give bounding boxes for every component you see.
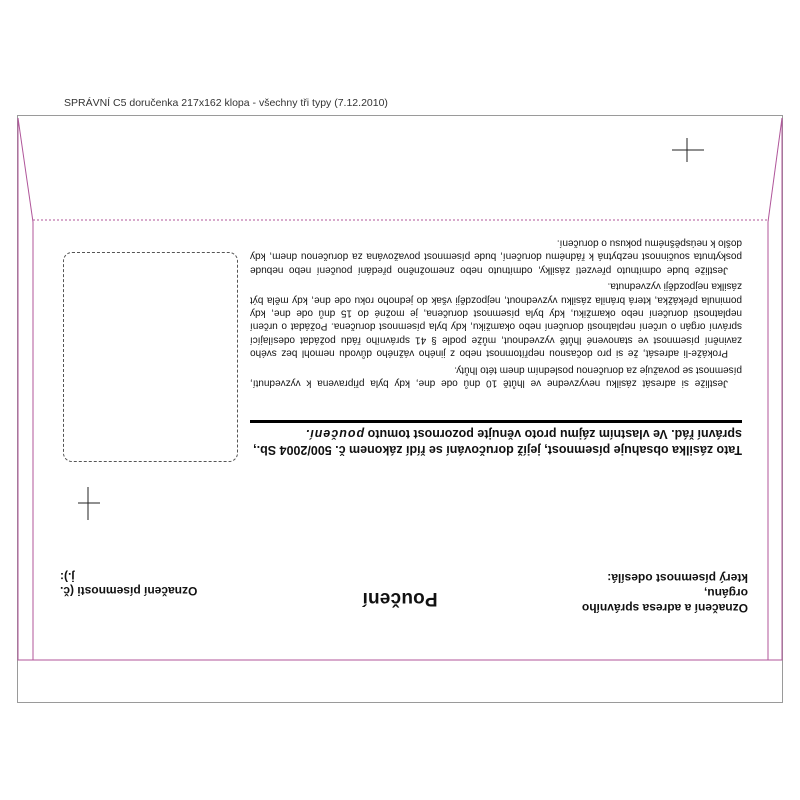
document-title: Poučení — [362, 588, 438, 609]
notice-body — [250, 233, 742, 389]
notice-paragraph: Prokáže-li adresát, že si pro dočasnou nepřítomnost nebo z jiného vážného důvodu nemohl bez svého zavinění písemnost ve stanovené lhůtě vyzvednout, může podle § 41 správního řádu požádat odesílající správní orgán o určení neplatnosti doručení nebo okamžiku, kdy byla písemnost doručena. Požádat o určení neplatnosti doručení nebo okamžiku, kdy byla písemnost doručena, je možné do 15 dnů ode dne, kdy pominula překážka, která bránila zásilku vyzvednout, nejpozději však do jednoho roku ode dne, kdy měla být zásilka nejpozději vyzvednuta. — [250, 280, 742, 359]
notice-paragraph: Jestliže bude odmítnuto převzetí zásilky, odmítnuto nebo znemožněno předání poučení nebo nebude poskytnuta součinnost nezbytná k řádnému doručení, bude písemnost považována za doručenou dnem, kdy došlo k neúspěšnému pokusu o doručení. — [250, 237, 742, 276]
sender-label-line2: který písemnost odesílá: — [607, 571, 748, 585]
reference-label: Označení písemnosti (č. j.): — [60, 570, 198, 598]
postage-stamp-box — [63, 252, 238, 462]
flap-top-diagonal-right — [768, 118, 782, 222]
sender-label-line1: Označení a adresa správního orgánu, — [581, 586, 748, 615]
registration-mark-top-right — [672, 138, 704, 162]
registration-mark-left — [78, 487, 100, 520]
sender-label — [548, 570, 748, 615]
notice-heading-text: Tato zásilka obsahuje písemnost, jejíž doručování se řídí zákonem č. 500/2004 Sb., správní řád. Ve vlastním zájmu proto věnujte pozornost tomuto — [253, 427, 742, 457]
notice-heading — [250, 420, 742, 458]
notice-heading-italic: poučení. — [304, 427, 365, 441]
notice-paragraph: Jestliže si adresát zásilku nevyzvedne ve lhůtě 10 dnů ode dne, kdy byla připravena k vyzvednutí, písemnost se považuje za doručenou posledním dnem této lhůty. — [250, 364, 742, 389]
print-spec-header: SPRÁVNÍ C5 doručenka 217x162 klopa - všechny tři typy (7.12.2010) — [64, 97, 388, 109]
flap-top-diagonal — [18, 118, 33, 222]
